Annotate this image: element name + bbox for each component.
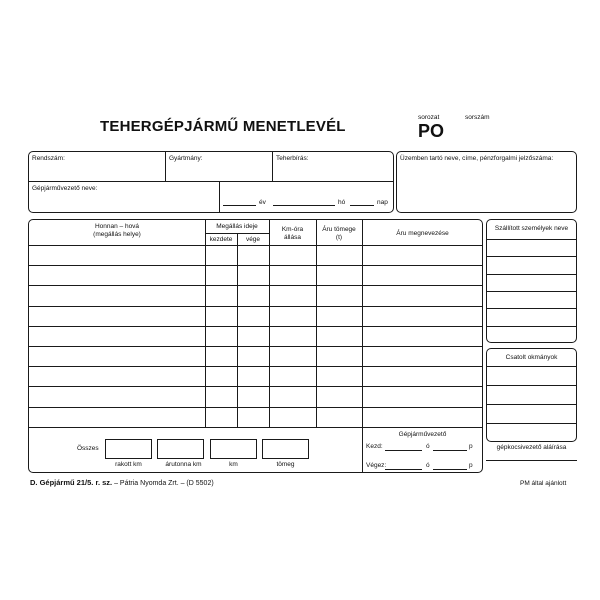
rakott-km-label: rakott km	[115, 461, 142, 468]
vegez-min-label: p	[469, 462, 473, 469]
col-weight-sub: (t)	[335, 234, 343, 241]
rendszam-field[interactable]: Rendszám:	[32, 155, 65, 162]
row-line	[486, 308, 577, 309]
passengers-label: Szállított személyek neve	[494, 225, 569, 232]
row-line	[28, 386, 483, 387]
sorozat-label: sorozat	[418, 114, 440, 121]
column-line	[205, 219, 206, 427]
gyartmany-field[interactable]: Gyártmány:	[169, 155, 203, 162]
row-line	[486, 239, 577, 240]
rakott-km-input[interactable]	[105, 439, 152, 459]
col-goods-header: Áru megnevezése	[396, 230, 449, 237]
row-line	[28, 346, 483, 347]
row-line	[28, 285, 483, 286]
kezd-min-label: p	[469, 443, 473, 450]
column-line	[237, 233, 238, 427]
day-line[interactable]	[350, 205, 374, 206]
arutonna-km-input[interactable]	[157, 439, 204, 459]
documents-label: Csatolt okmányok	[505, 354, 558, 361]
col-route-sub: (megállás helye)	[93, 231, 141, 238]
column-line	[362, 219, 363, 427]
tomeg-input[interactable]	[262, 439, 309, 459]
km-input[interactable]	[210, 439, 257, 459]
form-title: TEHERGÉPJÁRMŰ MENETLEVÉL	[100, 118, 346, 135]
row-line	[486, 274, 577, 275]
divider	[219, 181, 220, 213]
divider	[28, 427, 483, 428]
recommend-label: PM által ajánlott	[520, 480, 567, 487]
form-code: D. Gépjármű 21/5. r. sz.	[30, 478, 113, 487]
vegez-min-line[interactable]	[433, 469, 467, 470]
vegez-label: Végez:	[366, 462, 387, 469]
row-line	[486, 326, 577, 327]
col-km-sub: állása	[284, 234, 301, 241]
signature-line[interactable]	[486, 460, 577, 461]
col-route-header: Honnan – hová	[94, 223, 140, 230]
divider	[272, 151, 273, 181]
km-label: km	[229, 461, 238, 468]
month-line[interactable]	[273, 205, 335, 206]
row-line	[486, 291, 577, 292]
col-stop-start: kezdete	[209, 236, 233, 243]
driver-box-title: Gépjárművezető	[398, 431, 447, 438]
sorszam-label: sorszám	[465, 114, 490, 121]
month-label: hó	[338, 199, 346, 206]
arutonna-km-label: árutonna km	[165, 461, 202, 468]
row-line	[28, 366, 483, 367]
kezd-label: Kezd:	[366, 443, 383, 450]
row-line	[28, 306, 483, 307]
row-line	[28, 407, 483, 408]
series-code: PO	[418, 121, 445, 141]
signature-label: gépkocsivezető aláírása	[496, 444, 567, 451]
tomeg-label: tömeg	[276, 461, 295, 468]
vegez-hour-label: ó	[426, 462, 430, 469]
footer-left	[30, 478, 214, 489]
row-line	[486, 423, 577, 424]
documents-box	[486, 348, 577, 442]
row-line	[486, 256, 577, 257]
row-line	[28, 265, 483, 266]
publisher: – Pátria Nyomda Zrt. – (D 5502)	[114, 480, 214, 487]
kezd-hour-label: ó	[426, 443, 430, 450]
divider	[28, 181, 394, 182]
vegez-hour-line[interactable]	[385, 469, 422, 470]
driver-name-field[interactable]: Gépjárművezető neve:	[32, 185, 98, 192]
col-weight-header: Áru tömege	[322, 226, 356, 233]
divider	[165, 151, 166, 181]
column-line	[269, 219, 270, 427]
kezd-min-line[interactable]	[433, 450, 467, 451]
operator-label: Üzemben tartó neve, címe, pénzforgalmi jelzőszáma:	[400, 155, 554, 162]
col-stop-header: Megállás ideje	[216, 223, 258, 230]
col-km-header: Km-óra	[281, 226, 304, 233]
year-label: év	[259, 199, 266, 206]
kezd-hour-line[interactable]	[385, 450, 422, 451]
row-line	[486, 385, 577, 386]
passengers-box	[486, 219, 577, 343]
row-line	[486, 404, 577, 405]
teherbiras-field[interactable]: Teherbírás:	[276, 155, 309, 162]
col-stop-end: vége	[245, 236, 261, 243]
table-header-line	[28, 245, 483, 246]
column-line	[316, 219, 317, 427]
row-line	[486, 366, 577, 367]
day-label: nap	[377, 199, 388, 206]
year-line[interactable]	[223, 205, 256, 206]
totals-label: Összes	[77, 445, 99, 452]
row-line	[28, 326, 483, 327]
